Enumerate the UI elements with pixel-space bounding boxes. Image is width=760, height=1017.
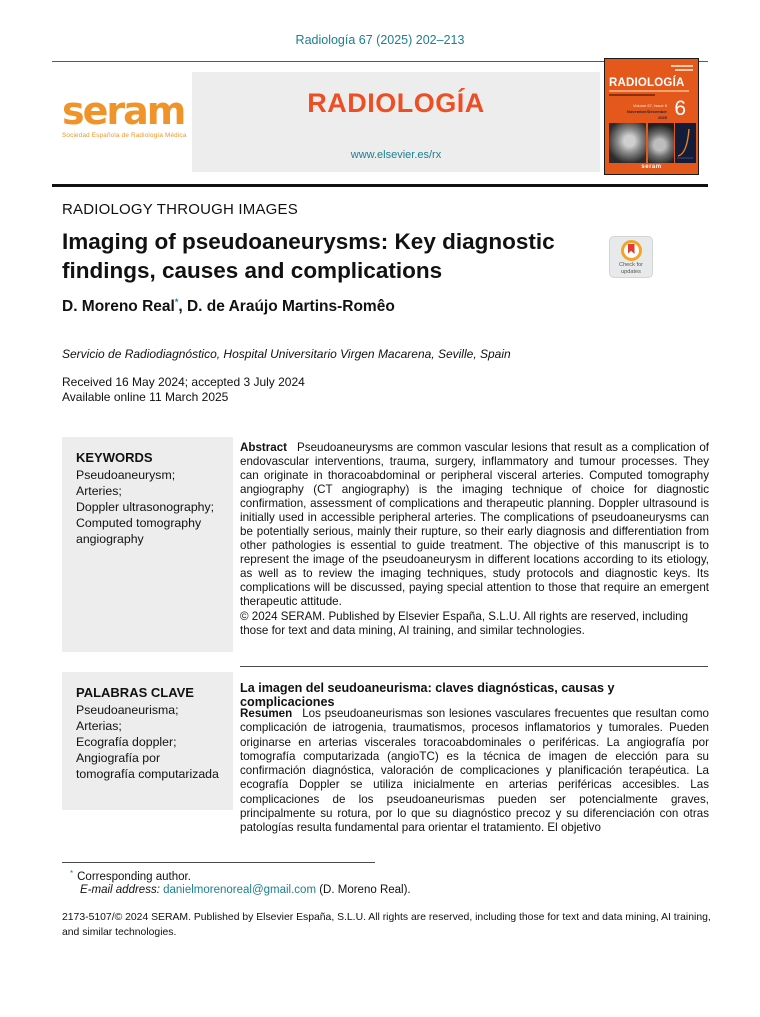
keywords-box-spanish <box>62 672 233 810</box>
resumen-section <box>240 707 709 835</box>
journal-banner <box>192 72 600 172</box>
email-label: E-mail address: <box>80 884 160 896</box>
cover-author-line <box>675 69 693 71</box>
journal-url-link[interactable]: www.elsevier.es/rx <box>350 149 442 161</box>
keyword-item: Computed tomography angiography <box>76 515 202 546</box>
keywords-heading: KEYWORDS <box>76 450 153 465</box>
cover-issue-number: 6 <box>674 97 686 120</box>
cover-ct-image-2 <box>648 123 674 163</box>
corresponding-author-note <box>70 869 191 883</box>
cover-chart-panel <box>675 123 696 163</box>
journal-cover-thumbnail <box>604 58 699 175</box>
abstract-section <box>240 441 709 638</box>
resumen-label: Resumen <box>240 707 293 720</box>
keyword-item: Angiografía por tomografía computarizada <box>76 750 219 781</box>
journal-name-heading: RADIOLOGÍA <box>307 88 485 118</box>
keyword-item: Doppler ultrasonography; <box>76 499 215 514</box>
received-dates: Received 16 May 2024; accepted 3 July 2024 <box>62 375 305 389</box>
check-for-updates-label: Check for updates <box>619 262 643 275</box>
article-title: Imaging of pseudoaneurysms: Key diagnostic findings, causes and complications <box>62 229 555 283</box>
cover-image-strip <box>609 123 696 163</box>
corresponding-author-text: Corresponding author. <box>77 871 191 883</box>
email-link[interactable]: danielmorenoreal@gmail.com <box>163 884 317 896</box>
crossmark-icon <box>621 240 642 261</box>
palabras-clave-heading: PALABRAS CLAVE <box>76 685 194 700</box>
author-1: D. Moreno Real <box>62 298 175 316</box>
cover-date-line: November/December 2025 <box>626 109 667 120</box>
keyword-item: Arterias; <box>76 718 122 733</box>
section-label: RADIOLOGY THROUGH IMAGES <box>62 201 298 218</box>
author-separator: , <box>178 298 187 316</box>
keywords-box-english <box>62 437 233 652</box>
keyword-item: Ecografía doppler; <box>76 734 177 749</box>
cover-volume-line: Volume 67, Issue 6 <box>632 103 667 108</box>
cover-subtitle-line <box>609 94 655 96</box>
corresponding-author-marker: * <box>174 297 179 307</box>
email-suffix: (D. Moreno Real). <box>316 884 411 896</box>
resumen-body: Los pseudoaneurismas son lesiones vasculares frecuentes que resultan como complicación de iatrogenia, traumatismos, procesos inflamatorios y tumorales. Pueden originarse en arterias viscerales toracoabdominales o periféricas. La angiografía por tomografía computarizada (angioTC) es la técnica de imagen de elección para su confirmación diagnóstica, valoración de complicaciones y planificación terapéutica. La ecografía Doppler se utiliza inicialmente en arterias periféricas accesibles. Las complicaciones de los pseudoaneurismas pueden ser potencialmente graves, principalmente su rotura, por lo que su diagnóstico precoz y su diferenciación con otras patologías resulta fundamental para orientar el tratamiento. El objetivo <box>240 707 709 834</box>
keyword-item: Pseudoaneurisma; <box>76 703 179 717</box>
affiliation: Servicio de Radiodiagnóstico, Hospital Universitario Virgen Macarena, Seville, Spain <box>62 347 511 361</box>
masthead-divider <box>52 184 708 187</box>
abstract-body: Pseudoaneurysms are common vascular lesions that result as a complication of endovascular interventions, trauma, surgery, inflammatory and tumour processes. They can originate in thoracoabdominal or peripheral visceral arteries. Computed tomography angiography (CT angiography) is the imaging technique of choice for diagnostic confirmation, assessment of complications and therapeutic planning. Doppler ultrasound is initially used in accessible peripheral arteries. The complications of pseudoaneurysms can be potentially serious, mainly their rupture, so their early diagnosis and differentiation from other pathologies is essential to guide treatment. The objective of this manuscript is to represent the image of the pseudoaneurysm in different locations according to its etiology, as well as to review the imaging techniques, study protocols and diagnostic keys. Its complications will be discussed, paying special attention to those that require an emergent therapeutic attitude. <box>240 441 709 609</box>
seram-logo <box>62 89 202 139</box>
page-citation: Radiología 67 (2025) 202–213 <box>295 33 465 47</box>
seram-logo-text: seram <box>62 89 185 133</box>
keyword-item: Pseudoaneurysm; <box>76 468 176 482</box>
seram-logo-tagline: Sociedad Española de Radiología Médica <box>62 132 187 139</box>
cover-journal-title: RADIOLOGÍA <box>609 77 685 89</box>
email-line <box>80 884 411 896</box>
cover-ct-image-1 <box>609 123 646 163</box>
footnote-marker: * <box>70 869 74 878</box>
cover-volume-date <box>621 103 667 121</box>
abstract-copyright: © 2024 SERAM. Published by Elsevier España, S.L.U. All rights are reserved, including those for text and data mining, AI training, and similar technologies. <box>240 610 689 638</box>
cover-subtitle-line <box>609 90 689 92</box>
cover-chart-curve <box>675 123 696 163</box>
abstract-label: Abstract <box>240 441 288 454</box>
authors-line <box>62 297 395 316</box>
cover-publisher-label: seram <box>641 164 662 170</box>
check-for-updates-badge[interactable] <box>609 236 653 278</box>
crossmark-bookmark-icon <box>628 244 635 254</box>
author-2: D. de Araújo Martins-Romêo <box>186 298 395 316</box>
keyword-item: Arteries; <box>76 483 122 498</box>
abstract-resumen-divider <box>240 666 708 667</box>
available-online-date: Available online 11 March 2025 <box>62 390 229 404</box>
cover-author-line <box>671 65 693 67</box>
footnote-divider <box>62 862 375 863</box>
spanish-title: La imagen del seudoaneurisma: claves diagnósticas, causas y complicaciones <box>240 681 615 709</box>
issn-copyright-footer: 2173-5107/© 2024 SERAM. Published by Elsevier España, S.L.U. All rights are reserved, including those for text and data mining, AI training, and similar technologies. <box>62 912 711 939</box>
